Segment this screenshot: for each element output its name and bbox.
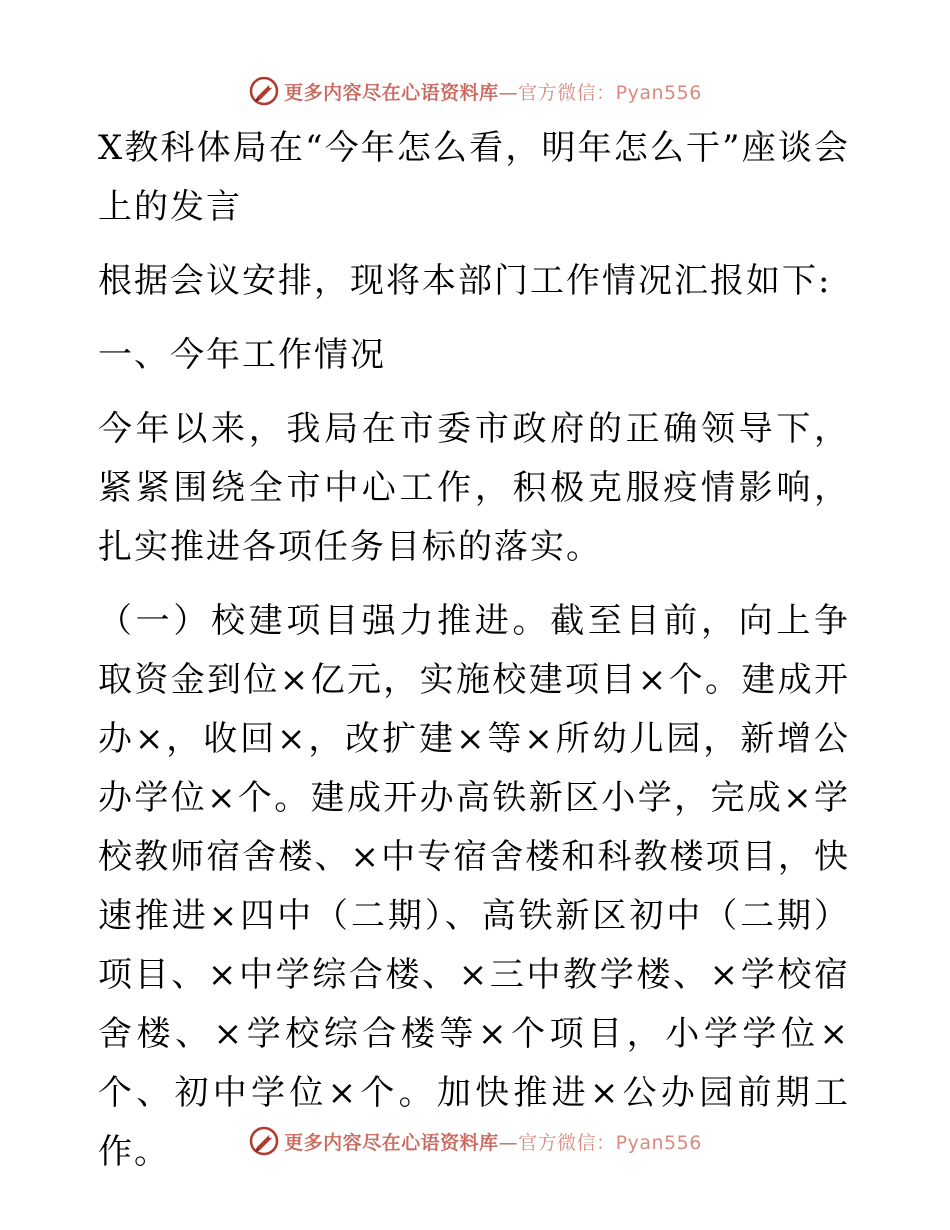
document-title: X教科体局在“今年怎么看，明年怎么干”座谈会上的发言 bbox=[98, 128, 850, 227]
paragraph-intro: 根据会议安排，现将本部门工作情况汇报如下: bbox=[98, 261, 832, 301]
watermark-suffix: 官方微信：Pyan556 bbox=[518, 81, 702, 104]
watermark-suffix: 官方微信：Pyan556 bbox=[518, 1131, 702, 1154]
paragraph-overview: 今年以来，我局在市委市政府的正确领导下，紧紧围绕全市中心工作，积极克服疫情影响，扎实推进各项任务目标的落实。 bbox=[98, 409, 850, 567]
document-body bbox=[98, 116, 850, 1182]
paragraph-school-construction: （一）校建项目强力推进。截至目前，向上争取资金到位×亿元，实施校建项目×个。建成开办×，收回×，改扩建×等×所幼儿园，新增公办学位×个。建成开办高铁新区小学，完成×学校教师宿舍楼、×中专宿舍楼和科教楼项目，快速推进×四中（二期）、高铁新区初中（二期）项目、×中学综合楼、×三中教学楼、×学校宿舍楼、×学校综合楼等×个项目，小学学位×个、初中学位×个。加快推进×公办园前期工作。 bbox=[98, 601, 850, 1172]
watermark-text bbox=[284, 1128, 702, 1155]
pen-logo-icon bbox=[248, 1125, 280, 1157]
watermark-brand: 更多内容尽在心语资料库 bbox=[284, 1131, 499, 1154]
watermark-text bbox=[284, 78, 702, 105]
watermark-footer bbox=[0, 1121, 950, 1161]
section-heading: 一、今年工作情况 bbox=[98, 335, 386, 375]
watermark-dash: — bbox=[498, 81, 519, 104]
watermark-brand: 更多内容尽在心语资料库 bbox=[284, 81, 499, 104]
pen-logo-icon bbox=[248, 75, 280, 107]
watermark-header bbox=[0, 71, 950, 111]
watermark-dash: — bbox=[498, 1131, 519, 1154]
